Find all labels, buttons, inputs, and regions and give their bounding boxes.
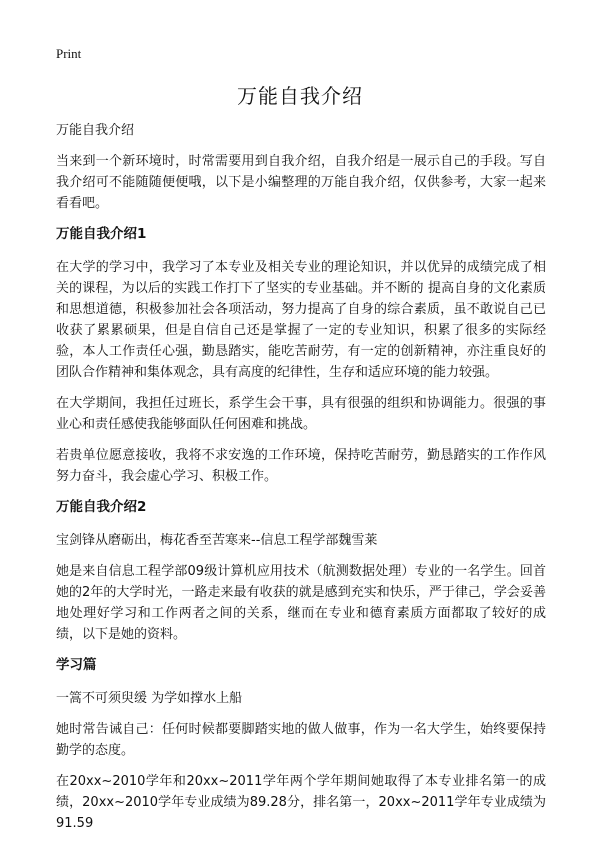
section2-paragraph-1: 宝剑锋从磨砺出，梅花香至苦寒来--信息工程学部魏雪莱 bbox=[56, 533, 378, 548]
intro-paragraph: 当来到一个新环境时，时常需要用到自我介绍，自我介绍是一展示自己的手段。写自我介绍可不能随随便便哦，以下是小编整理的万能自我介绍，仅供参考，大家一起来看看吧。 bbox=[56, 154, 546, 211]
page-title: 万能自我介绍 bbox=[237, 84, 363, 108]
section1-paragraph-2: 在大学期间，我担任过班长，系学生会干事，具有很强的组织和协调能力。很强的事业心和责任感使我能够面队任何困难和挑战。 bbox=[56, 396, 546, 432]
section3-paragraph-1: 一篙不可须臾缓 为学如撑水上船 bbox=[56, 691, 243, 706]
section3-paragraph-2: 她时常告诫自己：任何时候都要脚踏实地的做人做事，作为一名大学生，始终要保持勤学的态度。 bbox=[56, 722, 546, 758]
section-heading-1: 万能自我介绍1 bbox=[56, 226, 147, 242]
section-heading-3: 学习篇 bbox=[56, 657, 97, 673]
section2-paragraph-2: 她是来自信息工程学部09级计算机应用技术（航测数据处理）专业的一名学生。回首她的2年的大学时光，一路走来最有收获的就是感到充实和快乐，严于律己，学会妥善地处理好学习和工作两者之间的关系，继而在专业和德育素质方面都取了较好的成绩，以下是她的资料。 bbox=[56, 564, 546, 642]
print-link[interactable]: Print bbox=[56, 46, 82, 61]
document-body bbox=[56, 120, 546, 844]
subtitle: 万能自我介绍 bbox=[56, 123, 135, 138]
section1-paragraph-1: 在大学的学习中，我学习了本专业及相关专业的理论知识，并以优异的成绩完成了相关的课程，为以后的实践工作打下了坚实的专业基础。并不断的 提高自身的文化素质和思想道德，积极参加社会各项活动，努力提高了自身的综合素质，虽不敢说自己已收获了累累硕果，但是自信自己还是掌握了一定的专业知识，积累了很多的实际经验，本人工作责任心强，勤恳踏实，能吃苦耐劳，有一定的创新精神，亦注重良好的团队合作精神和集体观念，具有高度的纪律性，生存和适应环境的能力较强。 bbox=[56, 260, 546, 380]
section3-paragraph-3: 在20xx~2010学年和20xx~2011学年两个学年期间她取得了本专业排名第一的成绩，20xx~2010学年专业成绩为89.28分，排名第一，20xx~2011学年专业成绩为91.59 bbox=[56, 774, 546, 831]
section-heading-2: 万能自我介绍2 bbox=[56, 499, 147, 515]
section1-paragraph-3: 若贵单位愿意接收，我将不求安逸的工作环境，保持吃苦耐劳，勤恳踏实的工作作风努力奋斗，我会虚心学习、积极工作。 bbox=[56, 448, 546, 484]
